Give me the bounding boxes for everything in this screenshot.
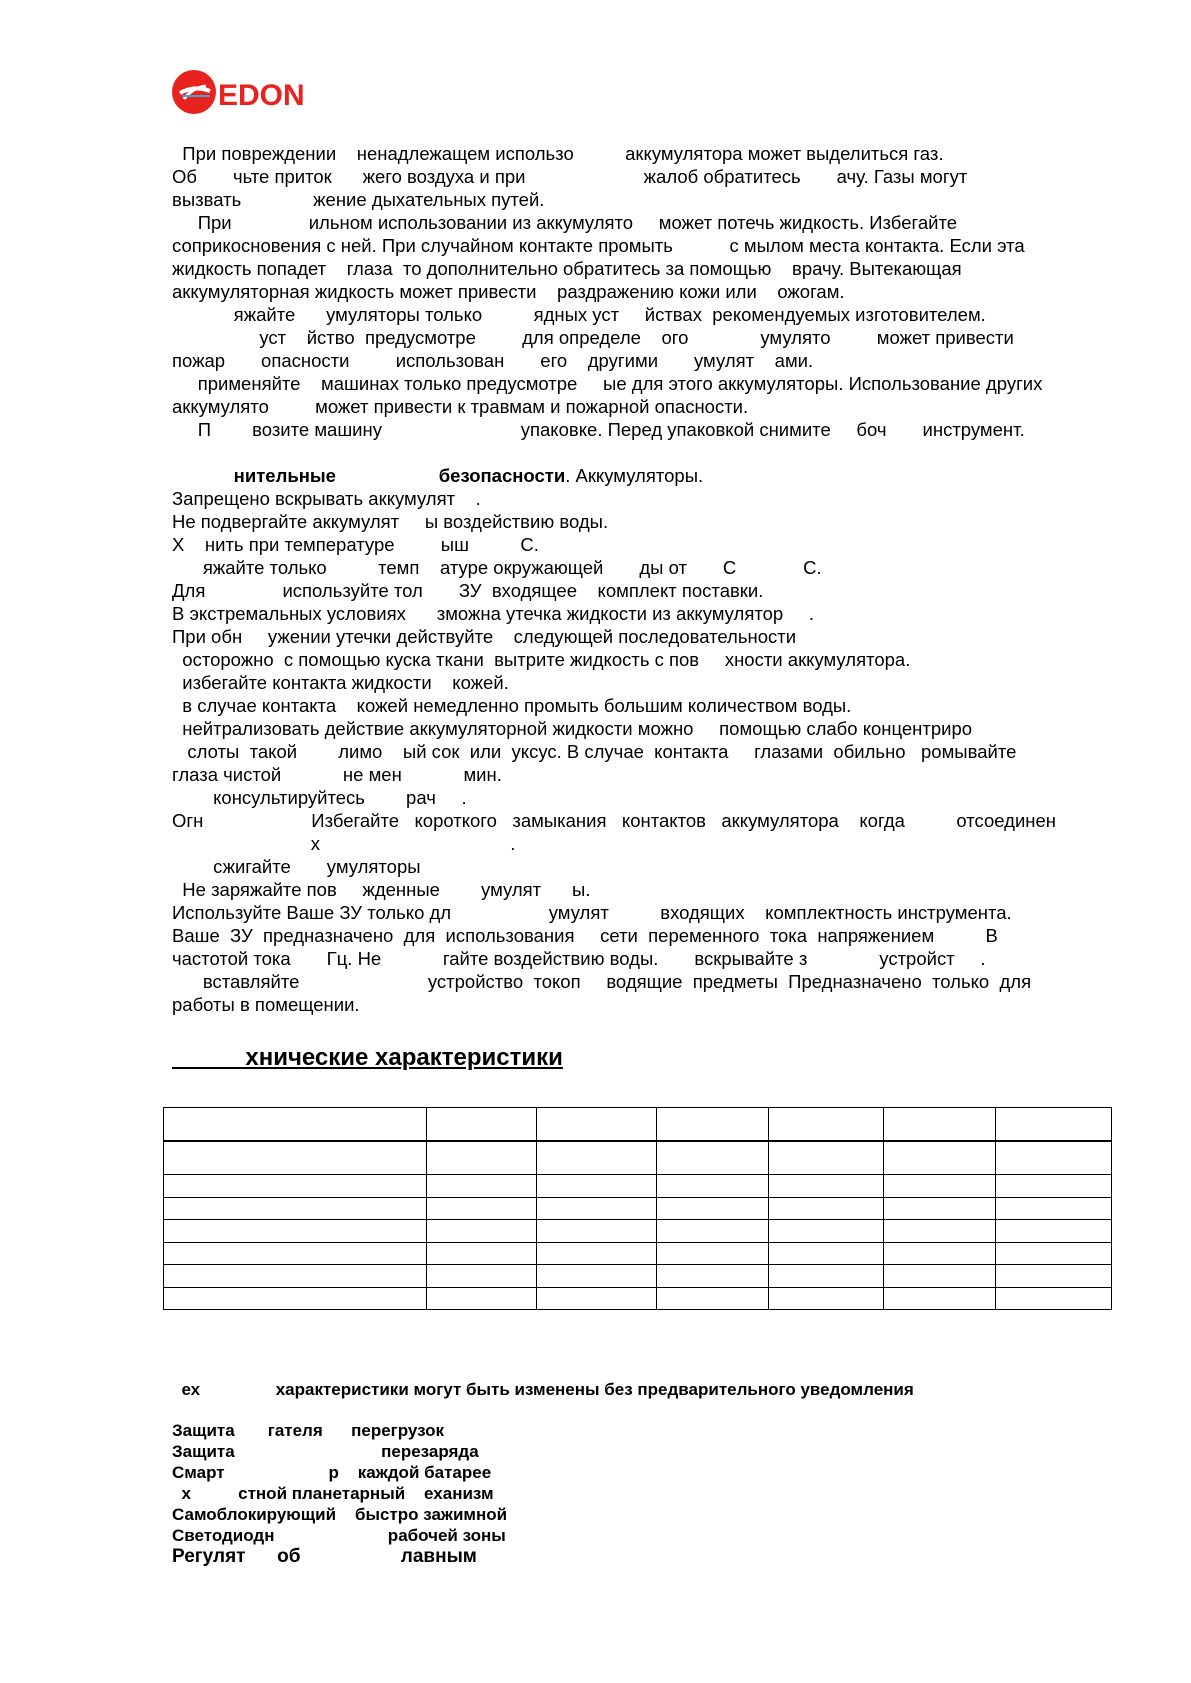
text-line: уст йство предусмотре для определе ого умулято может привести [172, 327, 1014, 348]
text-line: В экстремальных условиях зможна утечка жидкости из аккумулятор . [172, 603, 815, 624]
spec-cell [426, 1108, 536, 1142]
feature-item: Защита перезаряда [172, 1442, 479, 1461]
spec-row [164, 1287, 1112, 1310]
safety-heading [172, 464, 703, 487]
spec-cell [426, 1287, 536, 1310]
text-line: П возите машину упаковке. Перед упаковкой снимите боч инструмент. [172, 419, 1025, 440]
spec-cell [426, 1265, 536, 1287]
spec-cell [536, 1287, 657, 1310]
spec-cell [884, 1265, 996, 1287]
spec-cell [164, 1242, 427, 1264]
spec-row [164, 1141, 1112, 1175]
text-line: Для используйте тол ЗУ входящее комплект поставки. [172, 580, 764, 601]
text-line: аккумулято может привести к травмам и пожарной опасности. [172, 396, 749, 417]
spec-cell [164, 1197, 427, 1219]
text-line: Запрещено вскрывать аккумулят . [172, 488, 481, 509]
spec-cell [884, 1287, 996, 1310]
spec-cell [164, 1108, 427, 1142]
spec-cell [657, 1265, 769, 1287]
spec-cell [426, 1220, 536, 1242]
text-line: х . [172, 833, 516, 854]
feature-item: Регулят об лавным [172, 1546, 477, 1567]
text-line: соприкосновения с ней. При случайном контакте промыть с мылом места контакта. Если эта [172, 235, 1025, 256]
spec-cell [769, 1220, 884, 1242]
feature-item: Самоблокирующий быстро зажимной [172, 1505, 508, 1524]
spec-cell [536, 1108, 657, 1142]
edon-e-logo-icon [172, 70, 216, 114]
text-line: При повреждении ненадлежащем использо аккумулятора может выделиться газ. [172, 143, 944, 164]
spec-cell [657, 1108, 769, 1142]
text-line: в случае контакта кожей немедленно промыть большим количеством воды. [172, 695, 852, 716]
spec-cell [164, 1287, 427, 1310]
spec-cell [769, 1287, 884, 1310]
text-line: осторожно с помощью куска ткани вытрите жидкость с пов хности аккумулятора. [172, 649, 911, 670]
spec-cell [536, 1242, 657, 1264]
feature-item: Светодиодн рабочей зоны [172, 1526, 506, 1545]
spec-cell [657, 1141, 769, 1175]
text-line: Не подвергайте аккумулят ы воздействию воды. [172, 511, 609, 532]
spec-cell [164, 1220, 427, 1242]
spec-cell [657, 1197, 769, 1219]
text-line: сжигайте умуляторы [172, 856, 421, 877]
spec-row [164, 1242, 1112, 1264]
feature-item: х стной планетарный еханизм [172, 1484, 494, 1503]
spec-cell [884, 1141, 996, 1175]
text-line: работы в помещении. [172, 994, 360, 1015]
spec-cell [996, 1197, 1112, 1219]
spec-cell [769, 1265, 884, 1287]
spec-cell [996, 1287, 1112, 1310]
spec-cell [164, 1175, 427, 1197]
text-line: частотой тока Гц. Не гайте воздействию воды. вскрывайте з устройст . [172, 948, 986, 969]
text-line: яжайте только темп атуре окружающей ды от С С. [172, 557, 822, 578]
text-line: слоты такой лимо ый сок или уксус. В случае контакта глазами обильно ромывайте [172, 741, 1017, 762]
spec-cell [536, 1175, 657, 1197]
spec-cell [769, 1141, 884, 1175]
text-line: вызвать жение дыхательных путей. [172, 189, 545, 210]
text-line: Ваше ЗУ предназначено для использования сети переменного тока напряжением В [172, 925, 998, 946]
spec-row [164, 1197, 1112, 1219]
specs-note: ех характеристики могут быть изменены без предварительного уведомления [172, 1380, 914, 1399]
spec-cell [884, 1175, 996, 1197]
text-line: применяйте машинах только предусмотре ые для этого аккумуляторы. Использование других [172, 373, 1043, 394]
spec-row [164, 1108, 1112, 1142]
spec-cell [996, 1175, 1112, 1197]
spec-cell [996, 1108, 1112, 1142]
spec-cell [884, 1220, 996, 1242]
spec-cell [657, 1287, 769, 1310]
spec-cell [769, 1108, 884, 1142]
text-line: яжайте умуляторы только ядных уст йствах рекомендуемых изготовителем. [172, 304, 986, 325]
spec-cell [996, 1265, 1112, 1287]
spec-cell [996, 1141, 1112, 1175]
text-line: избегайте контакта жидкости кожей. [172, 672, 509, 693]
spec-cell [164, 1141, 427, 1175]
spec-cell [426, 1141, 536, 1175]
safety-heading-bold: нительные безопасности [172, 465, 566, 486]
text-line: пожар опасности использован его другими умулят ами. [172, 350, 814, 371]
spec-cell [769, 1197, 884, 1219]
spec-row [164, 1175, 1112, 1197]
text-line: консультируйтесь рач . [172, 787, 467, 808]
spec-cell [426, 1175, 536, 1197]
spec-cell [657, 1220, 769, 1242]
text-line: Не заряжайте пов жденные умулят ы. [172, 879, 591, 900]
spec-table [163, 1107, 1112, 1310]
text-line: Используйте Ваше ЗУ только дл умулят входящих комплектность инструмента. [172, 902, 1012, 923]
feature-item: Смарт р каждой батарее [172, 1463, 492, 1482]
spec-row [164, 1265, 1112, 1287]
text-line: аккумуляторная жидкость может привести раздражению кожи или ожогам. [172, 281, 845, 302]
text-line: нейтрализовать действие аккумуляторной жидкости можно помощью слабо концентриро [172, 718, 973, 739]
spec-cell [769, 1175, 884, 1197]
spec-cell [426, 1197, 536, 1219]
spec-cell [996, 1220, 1112, 1242]
text-line: Об чьте приток жего воздуха и при жалоб обратитесь ачу. Газы могут [172, 166, 968, 187]
feature-item: Защита гателя перегрузок [172, 1421, 445, 1440]
spec-cell [884, 1108, 996, 1142]
text-line: Х нить при температуре ыш С. [172, 534, 539, 555]
text-line: При обн ужении утечки действуйте следующей последовательности [172, 626, 797, 647]
text-line: При ильном использовании из аккумулято может потечь жидкость. Избегайте [172, 212, 958, 233]
spec-cell [996, 1242, 1112, 1264]
spec-cell [657, 1175, 769, 1197]
tech-specs-heading: хнические характеристики [172, 1044, 563, 1071]
spec-cell [884, 1242, 996, 1264]
edon-logo [170, 66, 305, 118]
spec-cell [657, 1242, 769, 1264]
text-line: вставляйте устройство токоп водящие предметы Предназначено только для [172, 971, 1032, 992]
spec-cell [536, 1141, 657, 1175]
spec-cell [164, 1265, 427, 1287]
spec-cell [426, 1242, 536, 1264]
spec-cell [536, 1220, 657, 1242]
text-line: глаза чистой не мен мин. [172, 764, 502, 785]
text-line: жидкость попадет глаза то дополнительно обратитесь за помощью врачу. Вытекающая [172, 258, 962, 279]
spec-row [164, 1220, 1112, 1242]
spec-cell [536, 1265, 657, 1287]
safety-heading-rest: . Аккумуляторы. [565, 465, 704, 486]
spec-cell [884, 1197, 996, 1219]
spec-cell [536, 1197, 657, 1219]
text-line: Огн Избегайте короткого замыкания контактов аккумулятора когда отсоединен [172, 810, 1056, 831]
logo-text: EDON [218, 79, 305, 112]
spec-cell [769, 1242, 884, 1264]
